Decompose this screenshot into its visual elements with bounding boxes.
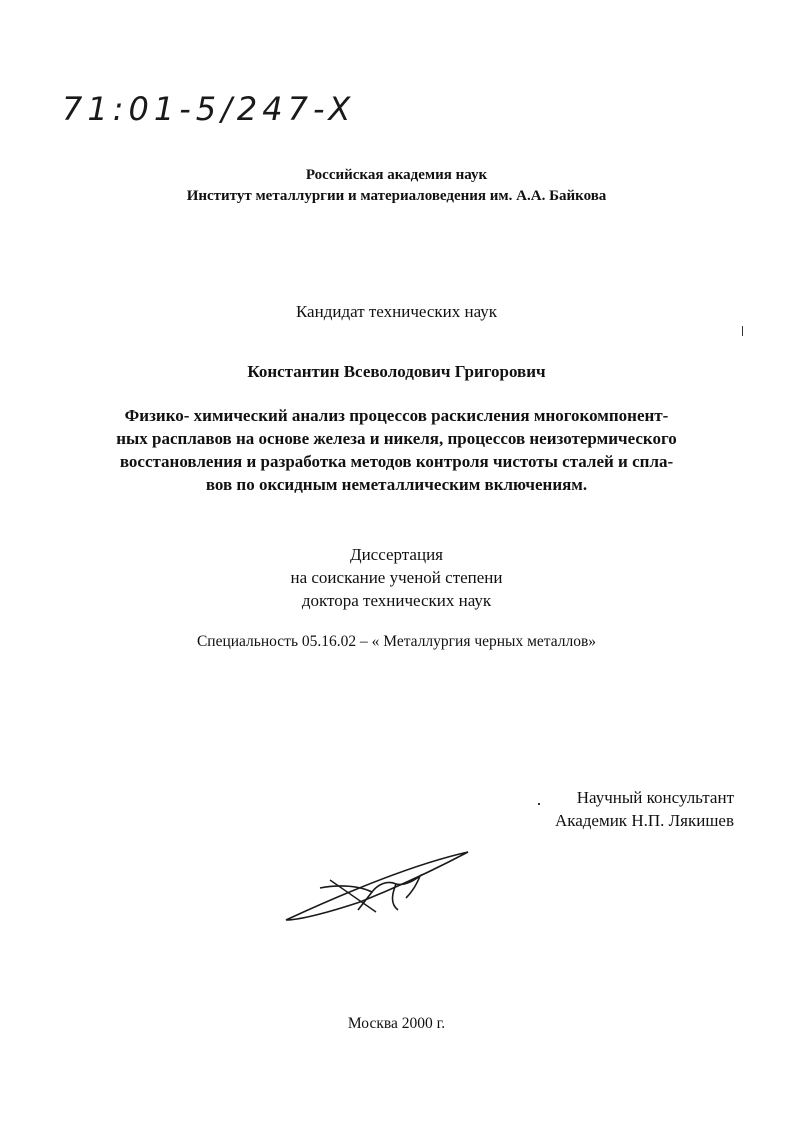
- specialty-line: Специальность 05.16.02 – « Металлургия черных металлов»: [196, 633, 597, 650]
- signature-icon: [280, 840, 480, 940]
- title-line: вов по оксидным неметаллическим включениям.: [205, 475, 588, 494]
- handwritten-signature: [280, 840, 480, 945]
- advisor-role: Научный консультант: [576, 788, 734, 807]
- advisor-name: Академик Н.П. Лякишев: [554, 811, 734, 830]
- title-line: ных расплавов на основе железа и никеля, процессов неизотермического: [116, 429, 677, 448]
- archive-code-handwritten: 71:01-5/247-X: [62, 90, 356, 128]
- organization-block: [0, 165, 793, 207]
- dissertation-degree: доктора технических наук: [301, 591, 492, 610]
- title-line: Физико- химический анализ процессов раскисления многокомпонент-: [124, 406, 669, 425]
- dissertation-title: [0, 404, 793, 496]
- scan-mark: [742, 326, 743, 336]
- author-name: Константин Всеволодович Григорович: [247, 362, 546, 381]
- candidate-degree-line: Кандидат технических наук: [295, 302, 498, 321]
- dissertation-label: Диссертация: [349, 545, 443, 564]
- organization-academy: Российская академия наук: [305, 167, 488, 183]
- dissertation-type-block: [0, 543, 793, 612]
- city-year: Москва 2000 г.: [347, 1015, 446, 1032]
- dissertation-purpose: на соискание ученой степени: [290, 568, 503, 587]
- scientific-advisor-block: [512, 786, 734, 832]
- organization-institute: Институт металлургии и материаловедения им. А.А. Байкова: [186, 188, 607, 204]
- title-line: восстановления и разработка методов контроля чистоты сталей и спла-: [119, 452, 674, 471]
